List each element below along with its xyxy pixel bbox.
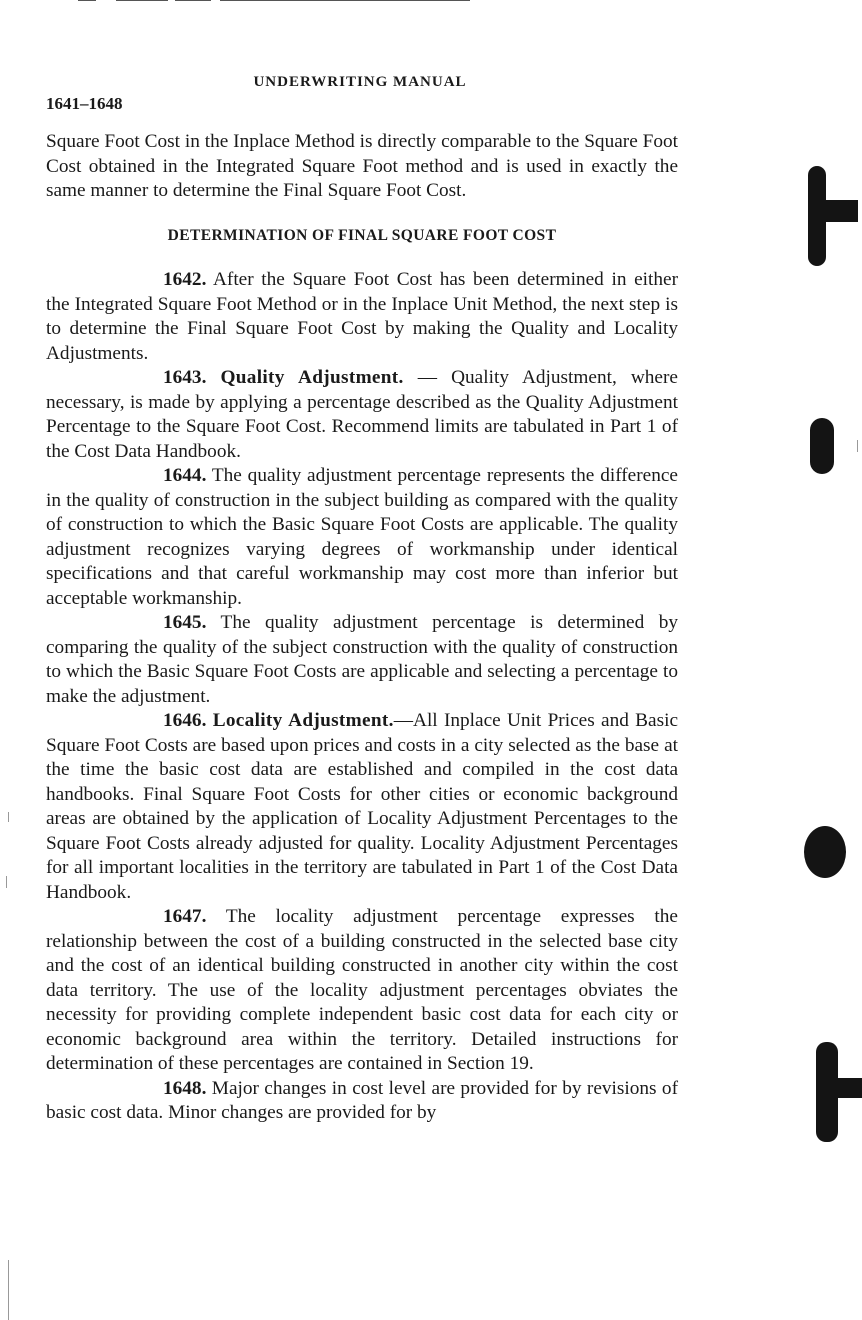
binder-oval-mark: [810, 418, 834, 474]
paragraph-text: —All Inplace Unit Prices and Basic Square Foot Costs are based upon prices and costs in a city selected as the base at the time the basic cost data are established and compiled in the cost data handbooks. Final Square Foot Costs for other cities or economic background areas are obtained by the application of Locality Adjustment Percentages to the Square Foot Costs already adjusted for quality. Locality Adjustment Percentages for all important localities in the territory are tabulated in Part 1 of the Cost Data Handbook.: [46, 710, 678, 903]
paragraph-number: 1648.: [163, 1077, 207, 1099]
paragraph-lead: Quality Adjustment.: [220, 367, 404, 388]
paragraph-text: The locality adjustment percentage expresses the relationship between the cost of a building constructed in the selected base city and the cost of an identical building constructed in another city within the cost data territory. The use of the locality adjustment percentages obviates the necessity for providing complete independent basic cost data for each city or economic background area within the territory. Detailed instructions for determination of these percentages are contained in Section 19.: [46, 906, 678, 1074]
section-heading: DETERMINATION OF FINAL SQUARE FOOT COST: [167, 226, 557, 244]
section-range: 1641–1648: [46, 94, 123, 113]
paragraph-1647: [46, 905, 678, 1077]
paragraph-number: 1646.: [163, 710, 207, 731]
page-body: [46, 130, 678, 1126]
scan-speck: [6, 876, 7, 888]
paragraph-text: — Quality Adjustment, where necessary, is made by applying a percentage described as the Quality Adjustment Percentage to the Square Foot Cost. Recommend limits are tabulated in Part 1 of the Cost Data Handbook.: [46, 367, 678, 462]
paragraph-1644: [46, 464, 678, 611]
paragraph-text: The quality adjustment percentage represents the difference in the quality of construction in the subject building as compared with the quality of construction to which the Basic Square Foot Costs are applicable. The quality adjustment recognizes varying degrees of workmanship under identical specifications and that careful workmanship may cost more than inferior but acceptable workmanship.: [46, 465, 678, 609]
paragraph-number: 1643.: [163, 367, 207, 388]
paragraph-1642: [46, 268, 678, 366]
scan-edge-line: [220, 0, 470, 1]
punch-hole: [804, 826, 846, 878]
paragraph-number: 1645.: [163, 612, 207, 633]
paragraph-text: Major changes in cost level are provided for by revisions of basic cost data. Minor changes are provided for by: [46, 1077, 678, 1123]
paragraph-lead: Locality Adjustment.: [212, 710, 394, 731]
running-head: UNDERWRITING MANUAL: [253, 74, 467, 90]
paragraph-number: 1647.: [163, 906, 207, 927]
scan-edge-line: [175, 0, 211, 1]
scan-speck: [8, 812, 9, 822]
binder-tab-mark: [808, 200, 858, 222]
paragraph-1645: [46, 611, 678, 709]
scan-speck: [8, 1260, 9, 1320]
paragraph-1643: [46, 366, 678, 464]
binder-tab-mark: [816, 1078, 862, 1098]
scan-edge-line: [78, 0, 96, 1]
paragraph-1646: [46, 709, 678, 905]
intro-paragraph: Square Foot Cost in the Inplace Method is directly comparable to the Square Foot Cost obtained in the Integrated Square Foot method and is used in exactly the same manner to determine the Final Square Foot Cost.: [46, 131, 678, 201]
scan-edge-line: [116, 0, 168, 1]
paragraph-number: 1644.: [163, 465, 207, 486]
paragraph-number: 1642.: [163, 269, 207, 290]
paragraph-text: The quality adjustment percentage is determined by comparing the quality of the subject construction with the quality of construction to which the Basic Square Foot Costs are applicable and selecting a percentage to make the adjustment.: [46, 612, 678, 707]
scan-speck: [857, 440, 858, 452]
paragraph-1648: [46, 1077, 678, 1126]
paragraph-text: After the Square Foot Cost has been determined in either the Integrated Square Foot Method or in the Inplace Unit Method, the next step is to determine the Final Square Foot Cost by making the Quality and Locality Adjustments.: [46, 269, 678, 364]
